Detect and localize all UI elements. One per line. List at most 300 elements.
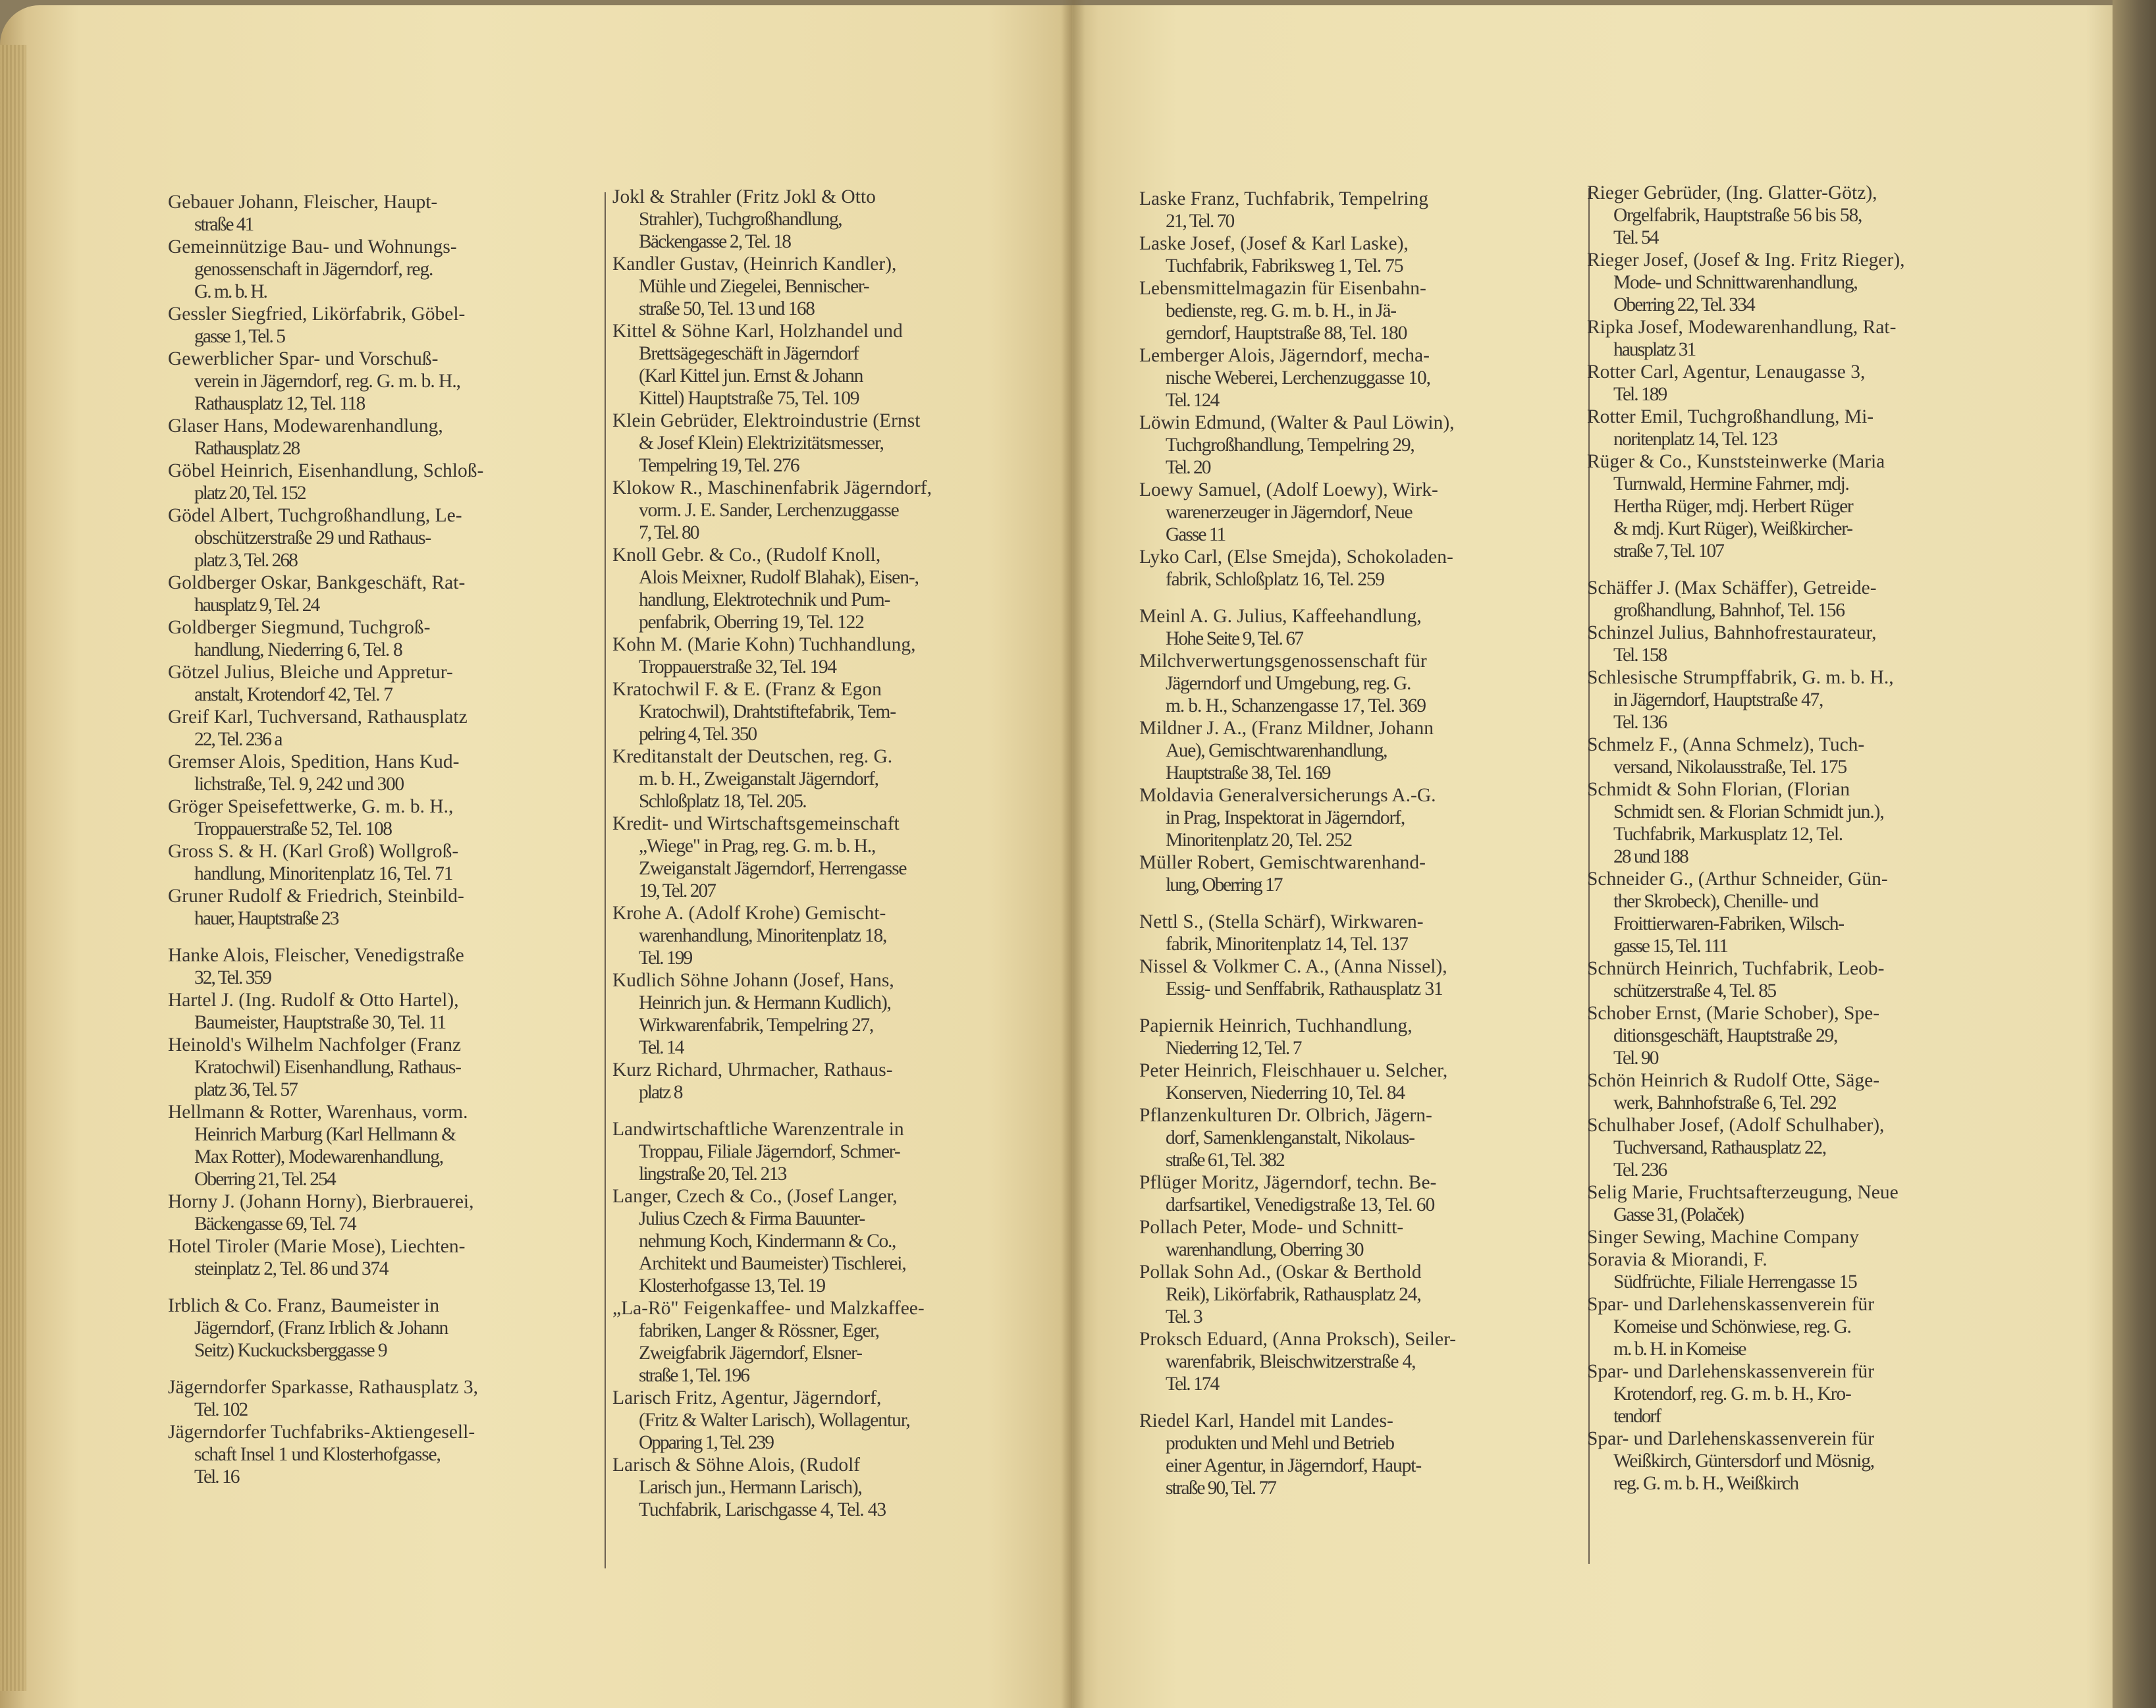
entry-name-line: Landwirtschaftliche Warenzentrale in: [612, 1119, 904, 1140]
directory-entry: [1587, 182, 2035, 249]
entry-name-line: Greif Karl, Tuchversand, Rathausplatz: [168, 707, 468, 728]
entry-detail-line: Troppauerstraße 52, Tel. 108: [194, 818, 392, 840]
entry-detail-line: schützerstraße 4, Tel. 85: [1613, 980, 1776, 1001]
entry-detail-line: Mode- und Schnittwarenhandlung,: [1613, 272, 1858, 293]
directory-entry: [168, 1376, 589, 1421]
entry-detail-line: Julius Czech & Firma Bauunter-: [639, 1208, 865, 1229]
entry-detail-line: G. m. b. H.: [194, 281, 267, 302]
directory-entry: [1587, 361, 2035, 406]
entry-name-line: Milchverwertungsgenossenschaft für: [1139, 651, 1427, 672]
entry-detail-line: Jägerndorf und Umgebung, reg. G.: [1166, 673, 1411, 694]
directory-entry: [1587, 778, 2035, 868]
entry-detail-line: Strahler), Tuchgroßhandlung,: [639, 209, 842, 230]
entry-name-line: Schlesische Strumpffabrik, G. m. b. H.,: [1587, 667, 1894, 688]
entry-detail-line: lichstraße, Tel. 9, 242 und 300: [194, 774, 404, 795]
entry-detail-line: Heinrich jun. & Hermann Kudlich),: [639, 992, 891, 1013]
entry-detail-line: Tuchversand, Rathausplatz 22,: [1613, 1137, 1826, 1158]
entry-name-line: Spar- und Darlehenskassenverein für: [1587, 1361, 1875, 1382]
directory-entry: [168, 661, 589, 706]
entry-detail-line: Max Rotter), Modewarenhandlung,: [194, 1146, 443, 1167]
directory-entry: [612, 1297, 1034, 1387]
directory-entry: [1587, 1069, 2035, 1114]
entry-name-line: Rotter Emil, Tuchgroßhandlung, Mi-: [1587, 406, 1874, 427]
entry-name-line: Loewy Samuel, (Adolf Loewy), Wirk-: [1139, 479, 1438, 500]
entry-detail-line: Wirkwarenfabrik, Tempelring 27,: [639, 1015, 873, 1036]
directory-entry: [1139, 546, 1574, 591]
entry-name-line: Singer Sewing, Machine Company: [1587, 1227, 1859, 1248]
entry-name-line: Gödel Albert, Tuchgroßhandlung, Le-: [168, 505, 462, 526]
right-page-edge: [2113, 0, 2156, 1708]
entry-detail-line: (Fritz & Walter Larisch), Wollagentur,: [639, 1410, 910, 1431]
entry-name-line: Nissel & Volkmer C. A., (Anna Nissel),: [1139, 956, 1447, 977]
entry-name-line: Kandler Gustav, (Heinrich Kandler),: [612, 254, 897, 275]
entry-detail-line: Tel. 199: [639, 947, 692, 969]
entry-detail-line: nehmung Koch, Kindermann & Co.,: [639, 1231, 896, 1252]
entry-detail-line: fabrik, Minoritenplatz 14, Tel. 137: [1166, 934, 1408, 955]
entry-detail-line: Aue), Gemischtwarenhandlung,: [1166, 740, 1388, 761]
directory-column-1: [168, 191, 589, 1488]
entry-detail-line: genossenschaft in Jägerndorf, reg.: [194, 259, 433, 280]
directory-entry: [168, 191, 589, 236]
entry-name-line: Rüger & Co., Kunststeinwerke (Maria: [1587, 451, 1885, 472]
directory-column-4: [1587, 182, 2035, 1495]
entry-name-line: Jägerndorfer Sparkasse, Rathausplatz 3,: [168, 1377, 479, 1398]
entry-name-line: Spar- und Darlehenskassenverein für: [1587, 1294, 1875, 1315]
directory-entry: [1139, 232, 1574, 277]
directory-entry: [1139, 1171, 1574, 1216]
directory-entry: [1587, 1181, 2035, 1226]
directory-entry: [612, 253, 1034, 320]
entry-detail-line: warenhandlung, Minoritenplatz 18,: [639, 925, 887, 946]
entry-name-line: Hotel Tiroler (Marie Mose), Liechten-: [168, 1236, 466, 1257]
entry-name-line: Schnürch Heinrich, Tuchfabrik, Leob-: [1587, 958, 1885, 979]
entry-detail-line: Hauptstraße 38, Tel. 169: [1166, 762, 1330, 784]
directory-entry: [612, 1059, 1034, 1104]
entry-name-line: Heinold's Wilhelm Nachfolger (Franz: [168, 1034, 462, 1055]
entry-detail-line: straße 1, Tel. 196: [639, 1365, 749, 1386]
directory-entry: [612, 633, 1034, 678]
directory-column-3: [1139, 188, 1574, 1499]
entry-name-line: Rieger Gebrüder, (Ing. Glatter-Götz),: [1587, 182, 1877, 203]
entry-detail-line: obschützerstraße 29 und Rathaus-: [194, 527, 431, 548]
entry-detail-line: Turnwald, Hermine Fahrner, mdj.: [1613, 473, 1849, 494]
directory-entry: [1587, 666, 2035, 734]
entry-detail-line: straße 41: [194, 214, 254, 235]
directory-entry: [168, 795, 589, 840]
section-gap: [168, 930, 589, 944]
entry-detail-line: Opparing 1, Tel. 239: [639, 1432, 774, 1453]
entry-detail-line: werk, Bahnhofstraße 6, Tel. 292: [1613, 1092, 1837, 1113]
entry-detail-line: Jägerndorf, (Franz Irblich & Johann: [194, 1318, 448, 1339]
entry-detail-line: reg. G. m. b. H., Weißkirch: [1613, 1473, 1798, 1494]
directory-entry: [168, 236, 589, 303]
entry-name-line: Larisch & Söhne Alois, (Rudolf: [612, 1454, 861, 1476]
entry-name-line: Glaser Hans, Modewarenhandlung,: [168, 415, 443, 437]
entry-detail-line: Zweigfabrik Jägerndorf, Elsner-: [639, 1343, 862, 1364]
entry-name-line: Goldberger Oskar, Bankgeschäft, Rat-: [168, 572, 466, 593]
entry-name-line: Ripka Josef, Modewarenhandlung, Rat-: [1587, 317, 1897, 338]
entry-detail-line: Essig- und Senffabrik, Rathausplatz 31: [1166, 978, 1443, 1000]
entry-name-line: Laske Franz, Tuchfabrik, Tempelring: [1139, 188, 1428, 209]
entry-name-line: Pollak Sohn Ad., (Oskar & Berthold: [1139, 1262, 1422, 1283]
entry-name-line: Göbel Heinrich, Eisenhandlung, Schloß-: [168, 460, 484, 481]
entry-detail-line: Weißkirch, Güntersdorf und Mösnig,: [1613, 1451, 1874, 1472]
entry-name-line: Gruner Rudolf & Friedrich, Steinbild-: [168, 886, 464, 907]
section-gap: [1139, 591, 1574, 605]
entry-detail-line: vorm. J. E. Sander, Lerchenzuggasse: [639, 500, 899, 521]
entry-detail-line: Tel. 90: [1613, 1048, 1658, 1069]
section-gap: [168, 1362, 589, 1376]
directory-entry: [1587, 1114, 2035, 1181]
directory-entry: [612, 186, 1034, 253]
entry-detail-line: Larisch jun., Hermann Larisch),: [639, 1477, 862, 1498]
entry-detail-line: Reik), Likörfabrik, Rathausplatz 24,: [1166, 1284, 1421, 1305]
entry-detail-line: Kittel) Hauptstraße 75, Tel. 109: [639, 388, 859, 409]
directory-entry: [168, 504, 589, 572]
entry-detail-line: 22, Tel. 236 a: [194, 729, 282, 750]
directory-entry: [1587, 1428, 2035, 1495]
directory-entry: [168, 1190, 589, 1235]
directory-entry: [1139, 1216, 1574, 1261]
entry-name-line: Riedel Karl, Handel mit Landes-: [1139, 1410, 1393, 1431]
entry-name-line: Proksch Eduard, (Anna Proksch), Seiler-: [1139, 1329, 1457, 1350]
entry-detail-line: darfsartikel, Venedigstraße 13, Tel. 60: [1166, 1194, 1435, 1215]
entry-name-line: Krohe A. (Adolf Krohe) Gemischt-: [612, 903, 886, 924]
entry-name-line: Nettl S., (Stella Schärf), Wirkwaren-: [1139, 911, 1424, 932]
entry-name-line: Jokl & Strahler (Fritz Jokl & Otto: [612, 186, 876, 207]
entry-detail-line: Tel. 20: [1166, 457, 1210, 478]
entry-name-line: Pollach Peter, Mode- und Schnitt-: [1139, 1217, 1404, 1238]
directory-entry: [168, 1294, 589, 1362]
directory-entry: [1587, 957, 2035, 1002]
entry-detail-line: Rathausplatz 12, Tel. 118: [194, 393, 365, 414]
entry-detail-line: Tel. 236: [1613, 1160, 1667, 1181]
entry-detail-line: Tel. 124: [1166, 390, 1219, 411]
directory-entry: [168, 1421, 589, 1488]
entry-detail-line: Baumeister, Hauptstraße 30, Tel. 11: [194, 1012, 446, 1033]
entry-detail-line: warenfabrik, Bleischwitzerstraße 4,: [1166, 1351, 1416, 1372]
entry-detail-line: Troppauerstraße 32, Tel. 194: [639, 656, 836, 678]
entry-name-line: Schulhaber Josef, (Adolf Schulhaber),: [1587, 1115, 1885, 1136]
entry-detail-line: großhandlung, Bahnhof, Tel. 156: [1613, 600, 1845, 621]
entry-detail-line: 21, Tel. 70: [1166, 211, 1234, 232]
directory-entry: [168, 1101, 589, 1190]
directory-entry: [1587, 622, 2035, 666]
directory-entry: [168, 840, 589, 885]
directory-entry: [168, 572, 589, 616]
entry-detail-line: „Wiege" in Prag, reg. G. m. b. H.,: [639, 836, 876, 857]
directory-entry: [1139, 717, 1574, 784]
entry-detail-line: fabrik, Schloßplatz 16, Tel. 259: [1166, 569, 1384, 590]
directory-entry: [168, 348, 589, 415]
directory-entry: [612, 1454, 1034, 1521]
entry-detail-line: tendorf: [1613, 1406, 1661, 1427]
directory-entry: [168, 885, 589, 930]
directory-entry: [612, 477, 1034, 544]
entry-name-line: Kurz Richard, Uhrmacher, Rathaus-: [612, 1059, 893, 1081]
entry-detail-line: straße 50, Tel. 13 und 168: [639, 298, 815, 319]
entry-detail-line: platz 36, Tel. 57: [194, 1079, 297, 1100]
directory-entry: [1587, 316, 2035, 361]
directory-entry: [168, 944, 589, 989]
entry-detail-line: ther Skrobeck), Chenille- und: [1613, 891, 1818, 912]
entry-name-line: Soravia & Miorandi, F.: [1587, 1249, 1767, 1270]
entry-name-line: Larisch Fritz, Agentur, Jägerndorf,: [612, 1387, 882, 1408]
directory-entry: [1139, 955, 1574, 1000]
entry-detail-line: Bäckengasse 69, Tel. 74: [194, 1214, 356, 1235]
directory-entry: [1139, 650, 1574, 717]
entry-detail-line: m. b. H. in Komeise: [1613, 1339, 1746, 1360]
section-gap: [1139, 1395, 1574, 1410]
entry-name-line: Gessler Siegfried, Likörfabrik, Göbel-: [168, 304, 466, 325]
entry-detail-line: Oberring 21, Tel. 254: [194, 1169, 335, 1190]
entry-name-line: Hanke Alois, Fleischer, Venedigstraße: [168, 945, 464, 966]
entry-name-line: Laske Josef, (Josef & Karl Laske),: [1139, 233, 1409, 254]
directory-entry: [1139, 1015, 1574, 1059]
entry-name-line: Kudlich Söhne Johann (Josef, Hans,: [612, 970, 894, 991]
entry-detail-line: Minoritenplatz 20, Tel. 252: [1166, 830, 1352, 851]
entry-detail-line: Tel. 158: [1613, 645, 1667, 666]
directory-entry: [1587, 1360, 2035, 1428]
directory-entry: [612, 745, 1034, 813]
directory-entry: [1139, 784, 1574, 851]
entry-detail-line: platz 20, Tel. 152: [194, 483, 306, 504]
entry-detail-line: hausplatz 9, Tel. 24: [194, 595, 319, 616]
directory-entry: [1139, 1104, 1574, 1171]
directory-entry: [1139, 1261, 1574, 1328]
entry-detail-line: lung, Oberring 17: [1166, 874, 1282, 895]
entry-detail-line: Rathausplatz 28: [194, 438, 300, 459]
entry-name-line: Hellmann & Rotter, Warenhaus, vorm.: [168, 1102, 468, 1123]
entry-detail-line: & Josef Klein) Elektrizitätsmesser,: [639, 433, 884, 454]
entry-detail-line: Tel. 54: [1613, 227, 1658, 248]
section-gap: [1139, 896, 1574, 911]
entry-name-line: Schmidt & Sohn Florian, (Florian: [1587, 779, 1850, 800]
entry-detail-line: Architekt und Baumeister) Tischlerei,: [639, 1253, 906, 1274]
entry-detail-line: Bäckengasse 2, Tel. 18: [639, 231, 791, 252]
entry-detail-line: hauer, Hauptstraße 23: [194, 908, 338, 929]
entry-name-line: Gewerblicher Spar- und Vorschuß-: [168, 348, 439, 369]
entry-detail-line: steinplatz 2, Tel. 86 und 374: [194, 1258, 389, 1279]
entry-detail-line: produkten und Mehl und Betrieb: [1166, 1433, 1394, 1454]
entry-detail-line: Tel. 14: [639, 1037, 684, 1058]
directory-entry: [1139, 1328, 1574, 1395]
entry-detail-line: Klosterhofgasse 13, Tel. 19: [639, 1275, 825, 1296]
directory-entry: [1587, 1226, 2035, 1248]
entry-detail-line: Südfrüchte, Filiale Herrengasse 15: [1613, 1271, 1857, 1293]
entry-detail-line: handlung, Elektrotechnik und Pum-: [639, 589, 890, 610]
entry-detail-line: 19, Tel. 207: [639, 880, 715, 901]
entry-detail-line: Komeise und Schönwiese, reg. G.: [1613, 1316, 1851, 1337]
directory-entry: [1139, 1059, 1574, 1104]
entry-detail-line: schaft Insel 1 und Klosterhofgasse,: [194, 1444, 441, 1465]
directory-entry: [168, 415, 589, 460]
directory-entry: [1587, 450, 2035, 562]
directory-entry: [612, 1387, 1034, 1454]
directory-entry: [1139, 344, 1574, 412]
entry-name-line: Pflanzenkulturen Dr. Olbrich, Jägern-: [1139, 1105, 1432, 1126]
entry-detail-line: (Karl Kittel jun. Ernst & Johann: [639, 365, 863, 387]
entry-detail-line: handlung, Niederring 6, Tel. 8: [194, 639, 402, 660]
entry-detail-line: Kratochwil) Eisenhandlung, Rathaus-: [194, 1057, 461, 1078]
directory-entry: [612, 902, 1034, 969]
entry-detail-line: dorf, Samenklenganstalt, Nikolaus-: [1166, 1127, 1415, 1148]
directory-entry: [612, 1185, 1034, 1297]
entry-detail-line: Niederring 12, Tel. 7: [1166, 1038, 1301, 1059]
directory-entry: [168, 706, 589, 751]
entry-detail-line: bedienste, reg. G. m. b. H., in Jä-: [1166, 300, 1396, 321]
entry-detail-line: Tuchfabrik, Larischgasse 4, Tel. 43: [639, 1499, 886, 1520]
directory-column-2: [612, 186, 1034, 1521]
entry-name-line: Gross S. & H. (Karl Groß) Wollgroß-: [168, 841, 459, 862]
entry-name-line: Mildner J. A., (Franz Mildner, Johann: [1139, 718, 1434, 739]
directory-entry: [1139, 911, 1574, 955]
directory-entry: [1139, 479, 1574, 546]
directory-entry: [612, 678, 1034, 745]
entry-detail-line: Hohe Seite 9, Tel. 67: [1166, 628, 1303, 649]
directory-entry: [612, 320, 1034, 410]
entry-name-line: Papiernik Heinrich, Tuchhandlung,: [1139, 1015, 1413, 1036]
entry-detail-line: einer Agentur, in Jägerndorf, Haupt-: [1166, 1455, 1422, 1476]
entry-name-line: Schäffer J. (Max Schäffer), Getreide-: [1587, 577, 1877, 599]
entry-name-line: Klein Gebrüder, Elektroindustrie (Ernst: [612, 410, 921, 431]
entry-name-line: Kohn M. (Marie Kohn) Tuchhandlung,: [612, 634, 916, 655]
directory-entry: [168, 989, 589, 1034]
entry-detail-line: Mühle und Ziegelei, Bennischer-: [639, 276, 869, 297]
entry-detail-line: Seitz) Kuckucksberggasse 9: [194, 1340, 387, 1361]
entry-detail-line: versand, Nikolausstraße, Tel. 175: [1613, 757, 1846, 778]
entry-name-line: Rotter Carl, Agentur, Lenaugasse 3,: [1587, 361, 1866, 383]
entry-detail-line: gasse 15, Tel. 111: [1613, 936, 1728, 957]
section-gap: [612, 1104, 1034, 1118]
entry-name-line: Hartel J. (Ing. Rudolf & Otto Hartel),: [168, 990, 459, 1011]
section-gap: [168, 1280, 589, 1294]
entry-detail-line: ditionsgeschäft, Hauptstraße 29,: [1613, 1025, 1838, 1046]
book-gutter: [1062, 0, 1085, 1708]
entry-detail-line: Tel. 189: [1613, 384, 1667, 405]
directory-entry: [612, 813, 1034, 902]
entry-detail-line: platz 3, Tel. 268: [194, 550, 297, 571]
entry-name-line: Peter Heinrich, Fleischhauer u. Selcher,: [1139, 1060, 1448, 1081]
entry-detail-line: warenerzeuger in Jägerndorf, Neue: [1166, 502, 1413, 523]
entry-detail-line: hausplatz 31: [1613, 339, 1696, 360]
entry-name-line: Langer, Czech & Co., (Josef Langer,: [612, 1186, 898, 1207]
entry-name-line: Schön Heinrich & Rudolf Otte, Säge-: [1587, 1070, 1880, 1091]
entry-detail-line: nische Weberei, Lerchenzuggasse 10,: [1166, 367, 1430, 388]
entry-detail-line: Tuchfabrik, Markusplatz 12, Tel.: [1613, 824, 1843, 845]
entry-detail-line: Tel. 3: [1166, 1306, 1202, 1327]
entry-name-line: Selig Marie, Fruchtsafterzeugung, Neue: [1587, 1182, 1899, 1203]
entry-detail-line: straße 61, Tel. 382: [1166, 1150, 1284, 1171]
entry-name-line: Kreditanstalt der Deutschen, reg. G.: [612, 746, 893, 767]
entry-detail-line: straße 7, Tel. 107: [1613, 541, 1724, 562]
entry-detail-line: & mdj. Kurt Rüger), Weißkircher-: [1613, 518, 1852, 539]
entry-name-line: Kittel & Söhne Karl, Holzhandel und: [612, 321, 903, 342]
column-rule-left-page: [605, 192, 606, 1568]
entry-detail-line: 32, Tel. 359: [194, 967, 271, 988]
entry-detail-line: Tempelring 19, Tel. 276: [639, 455, 799, 476]
entry-detail-line: lingstraße 20, Tel. 213: [639, 1163, 786, 1185]
directory-entry: [1587, 1002, 2035, 1069]
entry-name-line: Schober Ernst, (Marie Schober), Spe-: [1587, 1003, 1880, 1024]
directory-entry: [612, 544, 1034, 633]
directory-entry: [612, 969, 1034, 1059]
entry-name-line: „La-Rö" Feigenkaffee- und Malzkaffee-: [612, 1298, 925, 1319]
entry-detail-line: Tuchfabrik, Fabriksweg 1, Tel. 75: [1166, 255, 1403, 277]
entry-name-line: Müller Robert, Gemischtwarenhand-: [1139, 852, 1426, 873]
section-gap: [1587, 562, 2035, 577]
entry-name-line: Schinzel Julius, Bahnhofrestaurateur,: [1587, 622, 1877, 643]
entry-name-line: Spar- und Darlehenskassenverein für: [1587, 1428, 1875, 1449]
directory-entry: [168, 1235, 589, 1280]
entry-name-line: Gremser Alois, Spedition, Hans Kud-: [168, 751, 460, 772]
entry-name-line: Lebensmittelmagazin für Eisenbahn-: [1139, 278, 1426, 299]
entry-detail-line: 7, Tel. 80: [639, 522, 699, 543]
entry-detail-line: Orgelfabrik, Hauptstraße 56 bis 58,: [1613, 205, 1862, 226]
entry-detail-line: fabriken, Langer & Rössner, Eger,: [639, 1320, 879, 1341]
entry-detail-line: Tel. 16: [194, 1466, 239, 1487]
directory-entry: [1139, 277, 1574, 344]
entry-name-line: Gröger Speisefettwerke, G. m. b. H.,: [168, 796, 454, 817]
entry-detail-line: m. b. H., Schanzengasse 17, Tel. 369: [1166, 695, 1426, 716]
directory-entry: [1139, 1410, 1574, 1499]
entry-name-line: Götzel Julius, Bleiche und Appretur-: [168, 662, 453, 683]
entry-name-line: Kredit- und Wirtschaftsgemeinschaft: [612, 813, 900, 834]
entry-detail-line: 28 und 188: [1613, 846, 1688, 867]
entry-detail-line: gasse 1, Tel. 5: [194, 326, 284, 347]
entry-detail-line: Krotendorf, reg. G. m. b. H., Kro-: [1613, 1383, 1851, 1404]
directory-entry: [612, 410, 1034, 477]
entry-detail-line: Tel. 136: [1613, 712, 1667, 733]
entry-detail-line: m. b. H., Zweiganstalt Jägerndorf,: [639, 768, 878, 789]
entry-detail-line: Schloßplatz 18, Tel. 205.: [639, 791, 806, 812]
entry-detail-line: Tel. 102: [194, 1399, 248, 1420]
directory-entry: [1587, 577, 2035, 622]
section-gap: [1139, 1000, 1574, 1015]
entry-name-line: Gebauer Johann, Fleischer, Haupt-: [168, 192, 438, 213]
entry-name-line: Horny J. (Johann Horny), Bierbrauerei,: [168, 1191, 474, 1212]
directory-entry: [612, 1118, 1034, 1185]
entry-detail-line: handlung, Minoritenplatz 16, Tel. 71: [194, 863, 453, 884]
entry-detail-line: Tuchgroßhandlung, Tempelring 29,: [1166, 435, 1415, 456]
entry-name-line: Lemberger Alois, Jägerndorf, mecha-: [1139, 345, 1430, 366]
directory-entry: [1587, 249, 2035, 316]
entry-detail-line: anstalt, Krotendorf 42, Tel. 7: [194, 684, 392, 705]
entry-detail-line: Froittierwaren-Fabriken, Wilsch-: [1613, 913, 1844, 934]
entry-name-line: Klokow R., Maschinenfabrik Jägerndorf,: [612, 477, 932, 498]
entry-detail-line: Gasse 11: [1166, 524, 1226, 545]
directory-entry: [168, 460, 589, 504]
entry-detail-line: platz 8: [639, 1082, 682, 1103]
directory-entry: [1587, 1293, 2035, 1360]
entry-name-line: Gemeinnützige Bau- und Wohnungs-: [168, 236, 457, 257]
directory-entry: [1139, 412, 1574, 479]
directory-entry: [1587, 734, 2035, 778]
entry-name-line: Jägerndorfer Tuchfabriks-Aktiengesell-: [168, 1422, 475, 1443]
directory-entry: [1139, 605, 1574, 650]
directory-entry: [168, 751, 589, 795]
entry-detail-line: Hertha Rüger, mdj. Herbert Rüger: [1613, 496, 1853, 517]
entry-detail-line: penfabrik, Oberring 19, Tel. 122: [639, 612, 864, 633]
entry-detail-line: Oberring 22, Tel. 334: [1613, 294, 1754, 315]
entry-detail-line: pelring 4, Tel. 350: [639, 724, 757, 745]
entry-detail-line: Kratochwil), Drahtstiftefabrik, Tem-: [639, 701, 896, 722]
directory-entry: [1139, 851, 1574, 896]
entry-detail-line: verein in Jägerndorf, reg. G. m. b. H.,: [194, 371, 461, 392]
entry-detail-line: warenhandlung, Oberring 30: [1166, 1239, 1363, 1260]
entry-name-line: Schmelz F., (Anna Schmelz), Tuch-: [1587, 734, 1865, 755]
entry-name-line: Meinl A. G. Julius, Kaffeehandlung,: [1139, 606, 1422, 627]
